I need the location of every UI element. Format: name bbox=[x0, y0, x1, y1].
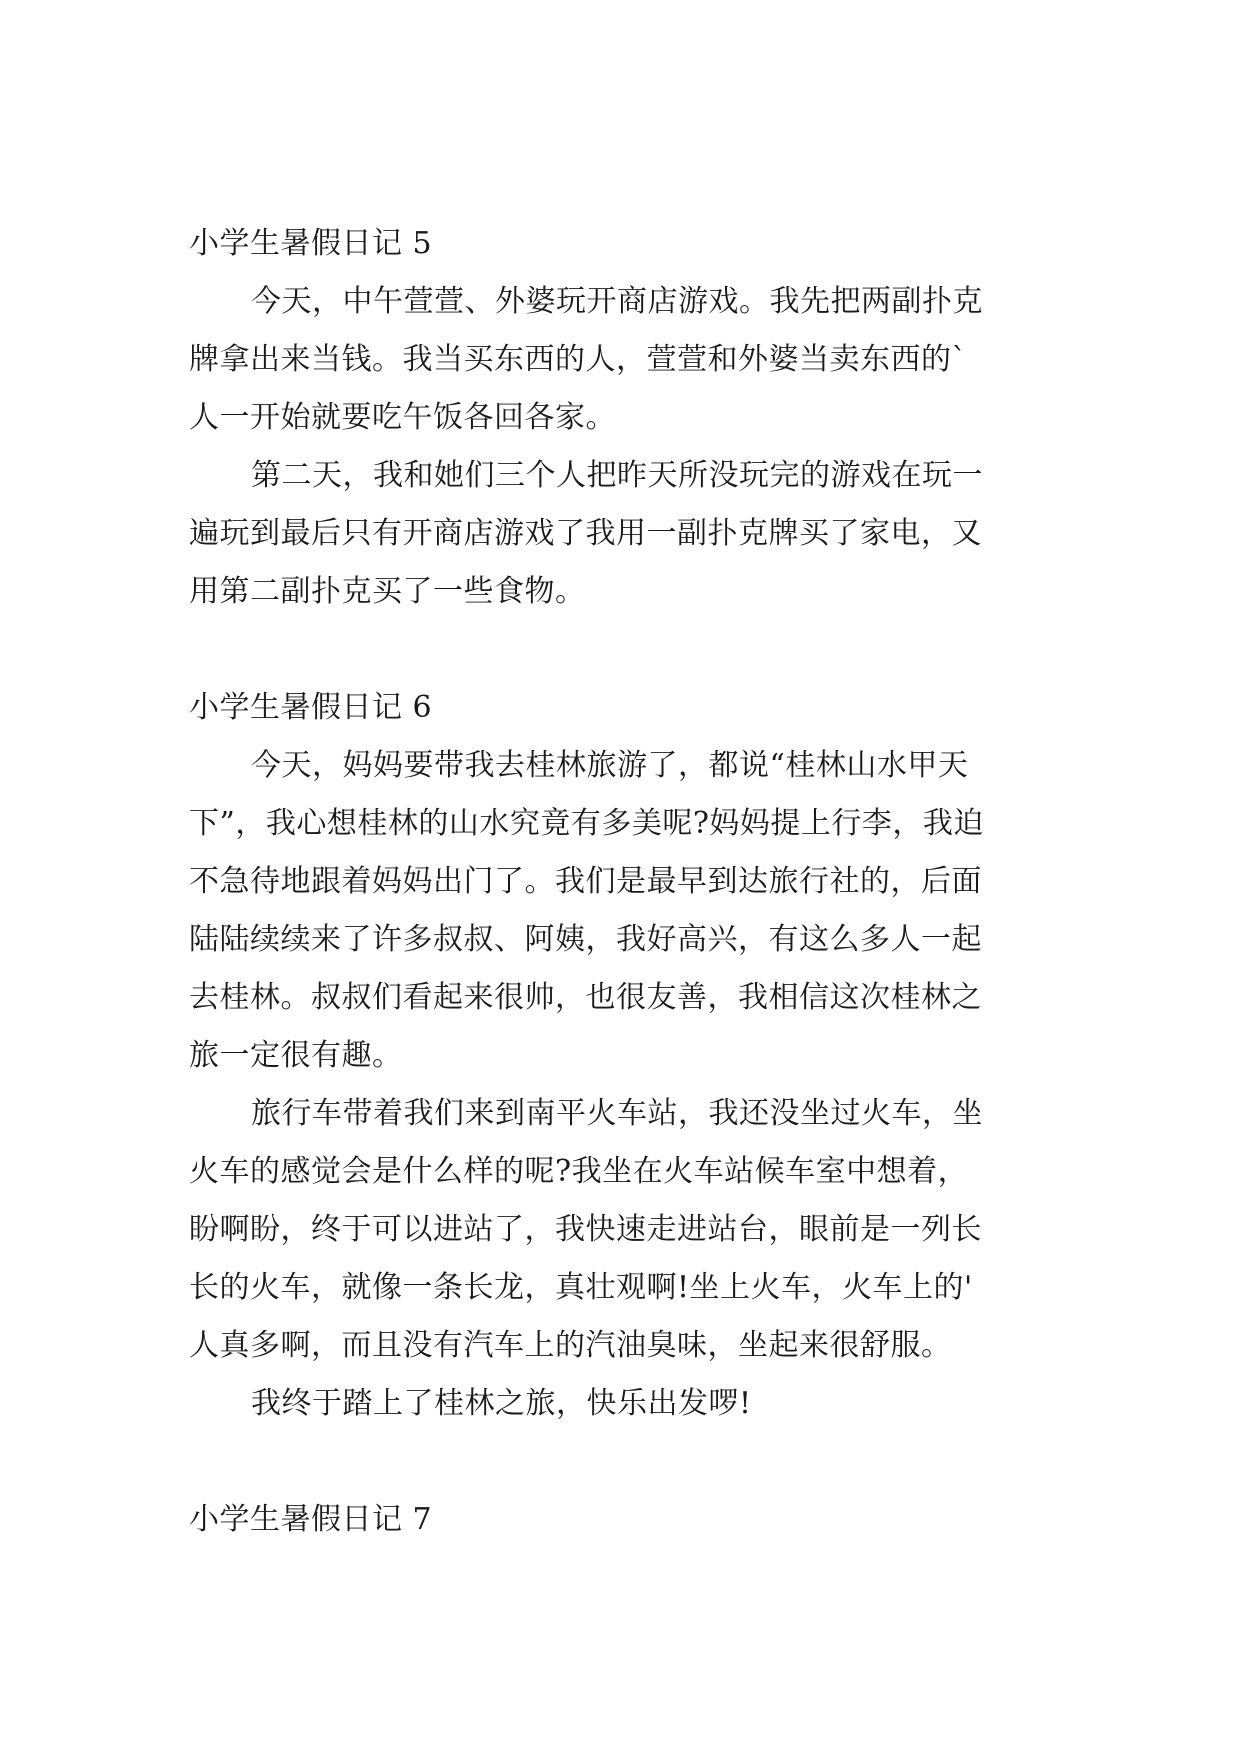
paragraph-line: 人一开始就要吃午饭各回各家。 bbox=[189, 400, 616, 435]
paragraph-line: 陆陆续续来了许多叔叔、阿姨，我好高兴，有这么多人一起 bbox=[189, 922, 982, 957]
paragraph-line: 盼啊盼，终于可以进站了，我快速走进站台，眼前是一列长 bbox=[189, 1212, 982, 1247]
paragraph-line: 今天，妈妈要带我去桂林旅游了，都说“桂林山水甲天 bbox=[251, 748, 969, 783]
paragraph-line: 用第二副扑克买了一些食物。 bbox=[189, 574, 586, 609]
paragraph-line: 牌拿出来当钱。我当买东西的人，萱萱和外婆当卖东西的` bbox=[189, 342, 967, 377]
paragraph-line: 不急待地跟着妈妈出门了。我们是最早到达旅行社的，后面 bbox=[189, 864, 982, 899]
paragraph-line: 今天，中午萱萱、外婆玩开商店游戏。我先把两副扑克 bbox=[251, 284, 983, 319]
section-spacer bbox=[189, 1433, 1059, 1491]
paragraph-line: 人真多啊，而且没有汽车上的汽油臭味，坐起来很舒服。 bbox=[189, 1328, 952, 1363]
paragraph-line: 第二天，我和她们三个人把昨天所没玩完的游戏在玩一 bbox=[251, 458, 983, 493]
paragraph-line: 下”，我心想桂林的山水究竟有多美呢?妈妈提上行李，我迫 bbox=[189, 806, 984, 841]
section-heading: 小学生暑假日记 6 bbox=[189, 690, 433, 725]
paragraph-line: 火车的感觉会是什么样的呢?我坐在火车站候车室中想着， bbox=[189, 1154, 969, 1189]
paragraph-line: 我终于踏上了桂林之旅，快乐出发啰! bbox=[251, 1386, 752, 1421]
section-spacer bbox=[189, 621, 1059, 679]
paragraph-line: 长的火车，就像一条长龙，真壮观啊!坐上火车，火车上的' bbox=[189, 1270, 973, 1305]
document-page bbox=[189, 215, 1059, 1549]
paragraph-line: 旅行车带着我们来到南平火车站，我还没坐过火车，坐 bbox=[251, 1096, 983, 1131]
section-heading: 小学生暑假日记 5 bbox=[189, 226, 433, 261]
paragraph-line: 旅一定很有趣。 bbox=[189, 1038, 403, 1073]
paragraph-line: 去桂林。叔叔们看起来很帅，也很友善，我相信这次桂林之 bbox=[189, 980, 982, 1015]
paragraph-line: 遍玩到最后只有开商店游戏了我用一副扑克牌买了家电，又 bbox=[189, 516, 982, 551]
section-heading: 小学生暑假日记 7 bbox=[189, 1502, 433, 1537]
